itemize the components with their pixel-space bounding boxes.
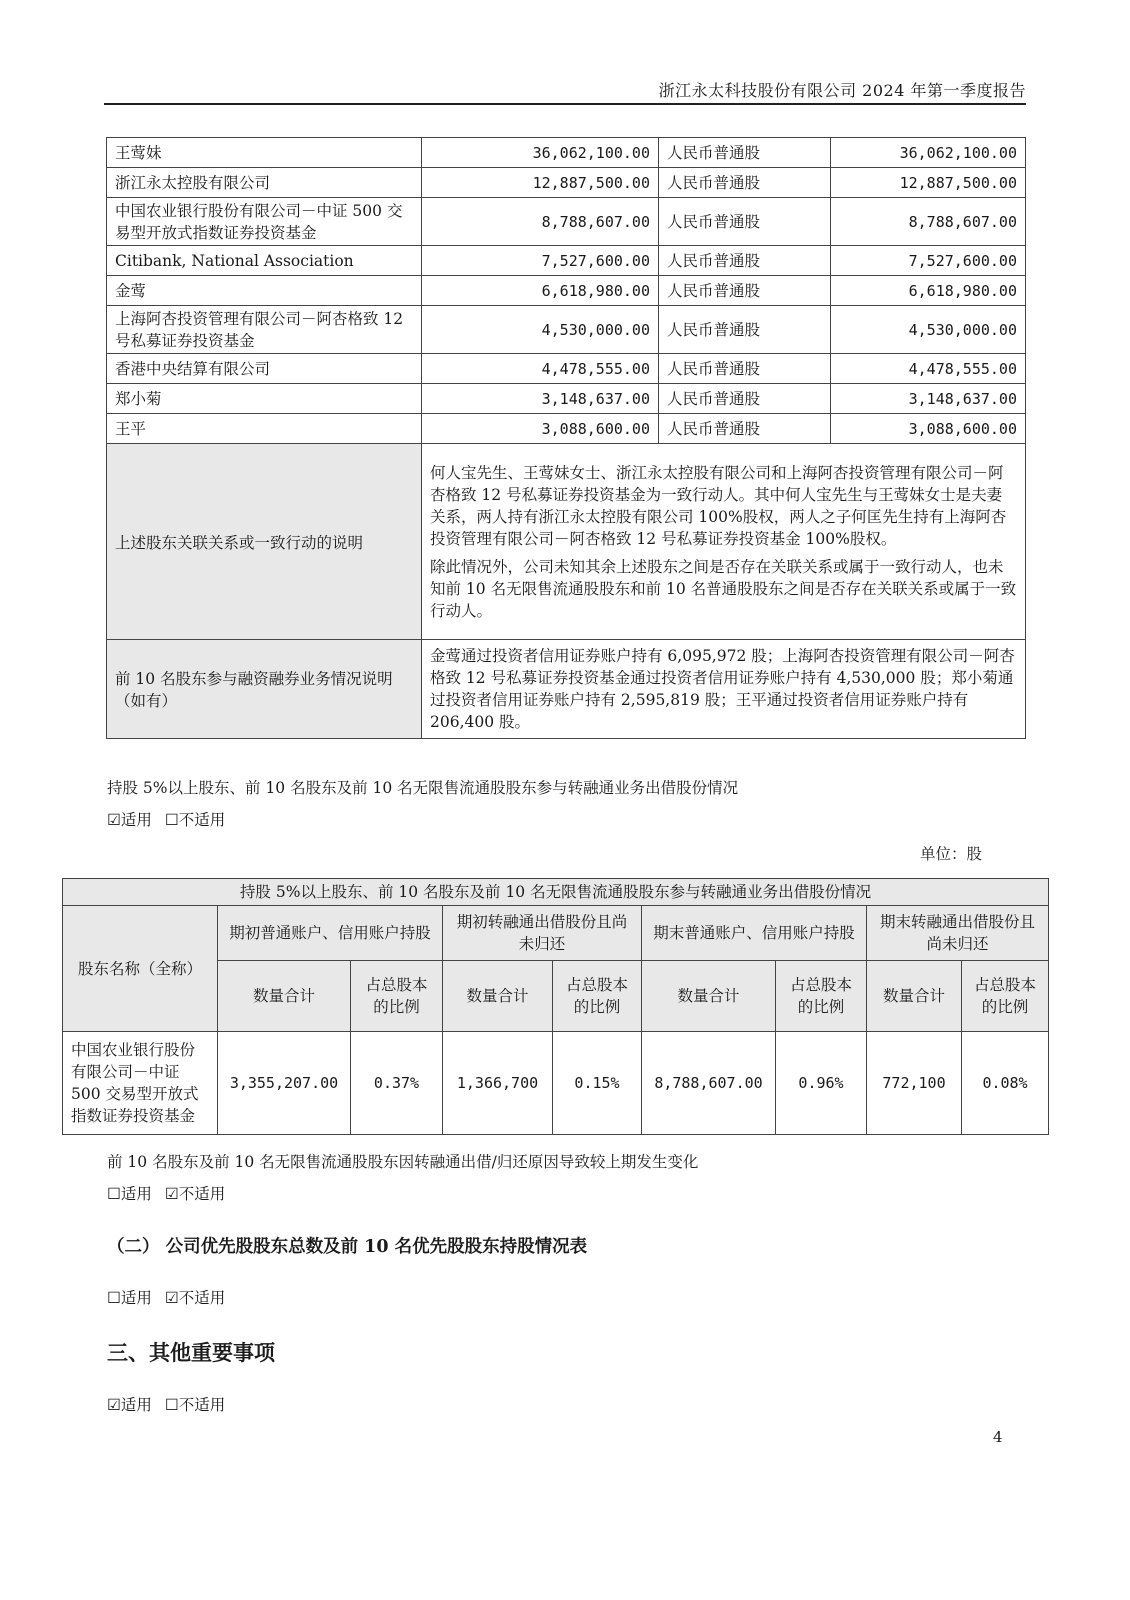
checkbox-applicable-icon: ☐ <box>107 1185 121 1203</box>
group-opening-holding: 期初普通账户、信用账户持股 <box>218 906 443 961</box>
holder-name: 郑小菊 <box>107 384 422 414</box>
applicable-label: 适用 <box>120 1185 152 1203</box>
holder-quantity: 4,530,000.00 <box>422 306 659 354</box>
holder-name: 王莺妹 <box>107 138 422 168</box>
share-quantity: 12,887,500.00 <box>831 168 1026 198</box>
holder-name: 金莺 <box>107 276 422 306</box>
change-section-title: 前 10 名股东及前 10 名无限售流通股股东因转融通出借/归还原因导致较上期发生变化 <box>107 1153 699 1171</box>
checkbox-applicable-checked-icon: ☑ <box>107 1396 121 1414</box>
holder-row <box>107 276 1026 306</box>
not-applicable-label: 不适用 <box>178 1185 226 1203</box>
holder-quantity: 6,618,980.00 <box>422 276 659 306</box>
sub-qty-4: 数量合计 <box>867 961 962 1032</box>
share-quantity: 3,088,600.00 <box>831 414 1026 444</box>
share-quantity: 6,618,980.00 <box>831 276 1026 306</box>
holder-name: Citibank, National Association <box>107 246 422 276</box>
share-type: 人民币普通股 <box>659 198 831 246</box>
holder-name: 香港中央结算有限公司 <box>107 354 422 384</box>
opening-ratio: 0.37% <box>351 1032 443 1135</box>
lending-applicability <box>107 808 225 830</box>
section-preferred-shares-heading: （二） 公司优先股股东总数及前 10 名优先股股东持股情况表 <box>107 1237 588 1257</box>
share-type: 人民币普通股 <box>659 384 831 414</box>
top-holders-table <box>106 137 1026 739</box>
share-quantity: 4,530,000.00 <box>831 306 1026 354</box>
margin-label: 前 10 名股东参与融资融券业务情况说明（如有） <box>107 640 422 739</box>
sub-ratio-4: 占总股本的比例 <box>962 961 1049 1032</box>
relation-paragraph-1: 何人宝先生、王莺妹女士、浙江永太控股有限公司和上海阿杏投资管理有限公司－阿杏格致 12 号私募证券投资基金为一致行动人。其中何人宝先生与王莺妹女士是夫妻关系，两人持有浙江永太控股有限公司 100%股权，两人之子何匡先生持有上海阿杏投资管理有限公司－阿杏格致 12 号私募证券投资基金 100%股权。 <box>430 463 1007 548</box>
not-applicable-label: 不适用 <box>178 811 226 829</box>
applicable-label: 适用 <box>120 1396 152 1414</box>
relation-paragraph-2: 除此情况外，公司未知其余上述股东之间是否存在关联关系或属于一致行动人，也未知前 10 名无限售流通股股东和前 10 名普通股股东之间是否存在关联关系或属于一致行动人。 <box>430 557 1017 620</box>
checkbox-not-applicable-icon: ☐ <box>164 811 179 829</box>
holder-row <box>107 414 1026 444</box>
holder-row <box>107 198 1026 246</box>
holder-row <box>107 168 1026 198</box>
applicable-label: 适用 <box>120 1289 152 1307</box>
margin-note <box>422 640 1026 739</box>
lending-group-row <box>63 906 1049 961</box>
margin-paragraph: 金莺通过投资者信用证券账户持有 6,095,972 股；上海阿杏投资管理有限公司－阿杏格致 12 号私募证券投资基金通过投资者信用证券账户持有 4,530,000 股；郑小菊通过投资者信用证券账户持有 2,595,819 股；王平通过投资者信用证券账户持有 206,400 股。 <box>430 647 1015 731</box>
header-divider <box>104 103 1026 105</box>
relation-note <box>422 444 1026 640</box>
share-quantity: 8,788,607.00 <box>831 198 1026 246</box>
holder-quantity: 3,088,600.00 <box>422 414 659 444</box>
checkbox-not-applicable-checked-icon: ☑ <box>164 1185 179 1203</box>
holder-row <box>107 306 1026 354</box>
share-type: 人民币普通股 <box>659 354 831 384</box>
holder-name: 浙江永太控股有限公司 <box>107 168 422 198</box>
closing-qty: 8,788,607.00 <box>642 1032 776 1135</box>
share-type: 人民币普通股 <box>659 246 831 276</box>
share-quantity: 7,527,600.00 <box>831 246 1026 276</box>
holder-row <box>107 354 1026 384</box>
share-type: 人民币普通股 <box>659 306 831 354</box>
sub-ratio-2: 占总股本的比例 <box>553 961 642 1032</box>
lending-holder-name: 中国农业银行股份有限公司－中证 500 交易型开放式指数证券投资基金 <box>63 1032 218 1135</box>
col-holder-name: 股东名称（全称） <box>63 906 218 1032</box>
checkbox-applicable-checked-icon: ☑ <box>107 811 121 829</box>
not-applicable-label: 不适用 <box>178 1289 226 1307</box>
group-opening-lent: 期初转融通出借股份且尚未归还 <box>443 906 642 961</box>
sub-ratio-3: 占总股本的比例 <box>776 961 867 1032</box>
section3-applicability <box>107 1393 225 1415</box>
share-type: 人民币普通股 <box>659 276 831 306</box>
lending-table-title: 持股 5%以上股东、前 10 名股东及前 10 名无限售流通股股东参与转融通业务出借股份情况 <box>63 879 1049 906</box>
holder-quantity: 12,887,500.00 <box>422 168 659 198</box>
share-quantity: 3,148,637.00 <box>831 384 1026 414</box>
unit-label: 单位：股 <box>920 845 983 863</box>
group-closing-lent: 期末转融通出借股份且尚未归还 <box>867 906 1049 961</box>
relation-row <box>107 444 1026 640</box>
group-closing-holding: 期末普通账户、信用账户持股 <box>642 906 867 961</box>
not-applicable-label: 不适用 <box>178 1396 226 1414</box>
checkbox-applicable-icon: ☐ <box>107 1289 121 1307</box>
closing-ratio: 0.96% <box>776 1032 867 1135</box>
report-header-title: 浙江永太科技股份有限公司 2024 年第一季度报告 <box>658 81 1026 100</box>
opening-lent-ratio: 0.15% <box>553 1032 642 1135</box>
lending-data-row <box>63 1032 1049 1135</box>
holder-name: 王平 <box>107 414 422 444</box>
share-quantity: 4,478,555.00 <box>831 354 1026 384</box>
lending-title-row <box>63 879 1049 906</box>
section-other-matters-heading: 三、其他重要事项 <box>107 1340 275 1365</box>
holder-quantity: 8,788,607.00 <box>422 198 659 246</box>
checkbox-not-applicable-icon: ☐ <box>164 1396 179 1414</box>
sub-ratio-1: 占总股本的比例 <box>351 961 443 1032</box>
sub-qty-1: 数量合计 <box>218 961 351 1032</box>
opening-lent-qty: 1,366,700 <box>443 1032 553 1135</box>
holder-name: 上海阿杏投资管理有限公司－阿杏格致 12 号私募证券投资基金 <box>107 306 422 354</box>
relation-label: 上述股东关联关系或一致行动的说明 <box>107 444 422 640</box>
section2-applicability <box>107 1286 225 1308</box>
share-type: 人民币普通股 <box>659 414 831 444</box>
holder-quantity: 7,527,600.00 <box>422 246 659 276</box>
holder-quantity: 3,148,637.00 <box>422 384 659 414</box>
holder-quantity: 36,062,100.00 <box>422 138 659 168</box>
share-quantity: 36,062,100.00 <box>831 138 1026 168</box>
sub-qty-2: 数量合计 <box>443 961 553 1032</box>
applicable-label: 适用 <box>120 811 152 829</box>
share-type: 人民币普通股 <box>659 168 831 198</box>
closing-lent-ratio: 0.08% <box>962 1032 1049 1135</box>
margin-row <box>107 640 1026 739</box>
share-type: 人民币普通股 <box>659 138 831 168</box>
opening-qty: 3,355,207.00 <box>218 1032 351 1135</box>
change-applicability <box>107 1182 225 1204</box>
holder-row <box>107 384 1026 414</box>
holders-table-body <box>107 138 1026 444</box>
checkbox-not-applicable-checked-icon: ☑ <box>164 1289 179 1307</box>
securities-lending-table <box>62 878 1049 1135</box>
holder-row <box>107 138 1026 168</box>
holder-quantity: 4,478,555.00 <box>422 354 659 384</box>
holder-row <box>107 246 1026 276</box>
sub-qty-3: 数量合计 <box>642 961 776 1032</box>
lending-section-title: 持股 5%以上股东、前 10 名股东及前 10 名无限售流通股股东参与转融通业务出借股份情况 <box>107 779 739 797</box>
closing-lent-qty: 772,100 <box>867 1032 962 1135</box>
holder-name: 中国农业银行股份有限公司－中证 500 交易型开放式指数证券投资基金 <box>107 198 422 246</box>
page-number: 4 <box>993 1428 1003 1446</box>
